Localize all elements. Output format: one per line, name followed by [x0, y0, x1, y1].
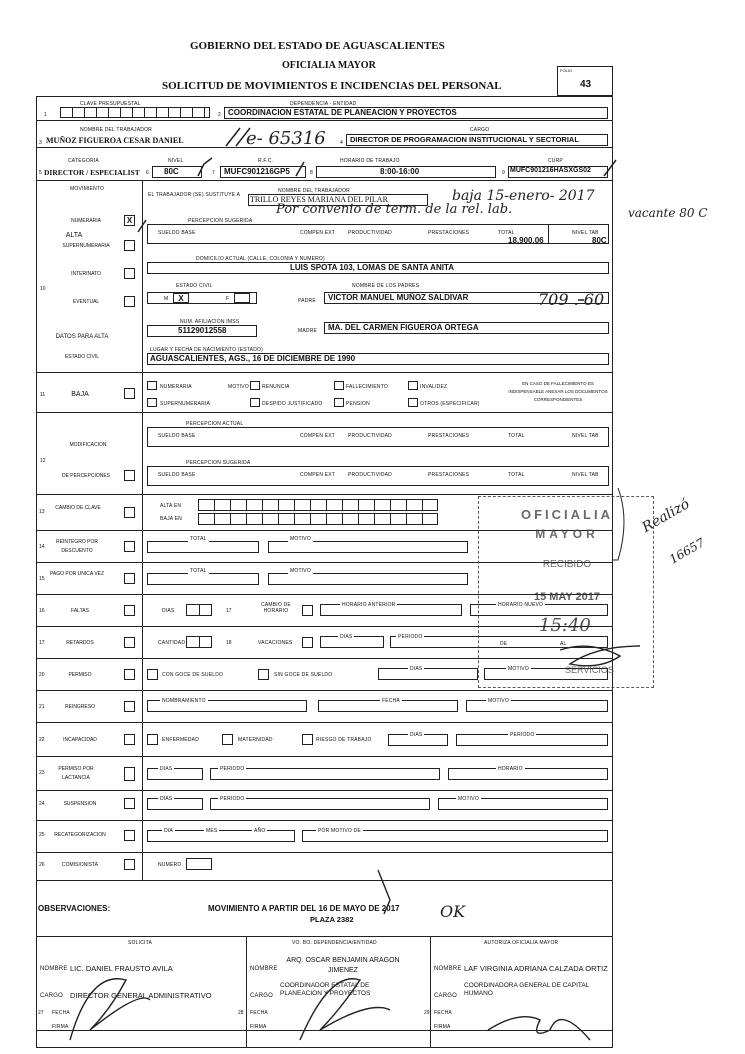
- stamp-line1: OFICIALIA: [521, 507, 613, 522]
- s1-fecha-label: FECHA: [52, 1010, 70, 1016]
- faltas-dias-label: DIAS: [162, 608, 175, 614]
- alta-en-label: ALTA EN: [160, 503, 182, 509]
- pa-prod-label: PRODUCTIVIDAD: [348, 433, 392, 439]
- dep-value: COORDINACION ESTATAL DE PLANEACION Y PROYECTOS: [228, 108, 457, 117]
- riesgo-label: RIESGO DE TRABAJO: [316, 737, 372, 743]
- row-number: 13: [39, 509, 45, 515]
- cargo-value: DIRECTOR DE PROGRAMACION INSTITUCIONAL Y SECTORIAL: [350, 135, 579, 144]
- baja-motivo-label: MOTIVO: [228, 384, 249, 390]
- estado-civil-left-label: ESTADO CIVIL: [64, 354, 100, 360]
- trab-sust-label: EL TRABAJADOR (SE) SUSTITUYE A: [148, 192, 241, 198]
- baja-opt3-label: FALLECIMIENTO: [346, 384, 388, 390]
- retardos-cantidad-label: CANTIDAD: [158, 640, 186, 646]
- s2-fecha-label: FECHA: [250, 1010, 268, 1016]
- row-number: 29: [424, 1010, 430, 1016]
- sustituye-name: TRILLO REYES MARIANA DEL PILAR: [250, 195, 388, 204]
- row-number: 25: [39, 832, 45, 838]
- row-number: 17: [226, 608, 232, 614]
- sueldo-base-label: SUELDO BASE: [158, 230, 196, 236]
- rfc-label: R.F.C.: [258, 158, 274, 164]
- s2-name: ARQ. OSCAR BENJAMIN ARAGON JIMENEZ: [286, 957, 400, 974]
- handwritten-amount: 709 . 60: [538, 290, 605, 309]
- s3-name: LAF VIRGINIA ADRIANA CALZADA ORTIZ: [464, 964, 608, 973]
- imss-value: 51129012558: [178, 326, 227, 335]
- pa-label: PERCEPCION ACTUAL: [186, 421, 244, 427]
- productividad-label: PRODUCTIVIDAD: [348, 230, 392, 236]
- horario-nuevo-label: HORARIO NUEVO: [498, 602, 544, 608]
- comisionista-label: COMISIONISTA: [61, 862, 99, 868]
- sin-goce-label: SIN GOCE DE SUELDO: [274, 672, 333, 678]
- row-number: 4: [340, 140, 343, 146]
- pago-unica-label: PAGO POR UNICA VEZ: [49, 571, 105, 577]
- handwritten-convenio: Por convenio de term. de la rel. lab.: [276, 202, 513, 217]
- pa-compen-label: COMPEN EXT: [300, 433, 336, 439]
- incap-periodo-label: PERIODO: [510, 732, 535, 738]
- s1-cargo: DIRECTOR GENERAL ADMINISTRATIVO: [70, 991, 212, 1000]
- solicita-label: SOLICITA: [128, 940, 153, 946]
- estado-civil-label: ESTADO CIVIL: [176, 283, 213, 289]
- cat-value: DIRECTOR / ESPECIALIST: [44, 168, 140, 177]
- vacaciones-label: VACACIONES: [258, 640, 293, 646]
- s1-name: LIC. DANIEL FRAUSTO AVILA: [70, 964, 173, 973]
- row-number: 24: [39, 801, 45, 807]
- pago-total-label: TOTAL: [190, 568, 207, 574]
- mov-label: MOVIMIENTO: [70, 186, 105, 192]
- stamp-date: 15 MAY 2017: [533, 591, 601, 603]
- padres-label: NOMBRE DE LOS PADRES: [352, 283, 420, 289]
- curp-label: CURP: [548, 158, 563, 164]
- s3-nombre-label: NOMBRE: [434, 966, 462, 972]
- enfermedad-label: ENFERMEDAD: [162, 737, 200, 743]
- row-number: 16: [39, 608, 45, 614]
- s3-fecha-label: FECHA: [434, 1010, 452, 1016]
- s2-firma-label: FIRMA: [250, 1024, 267, 1030]
- ps-label: PERCEPCION SUGERIDA: [188, 218, 253, 224]
- rfc-value: MUFC901216GP5: [224, 167, 290, 176]
- folio-label: FOLIO: [560, 68, 573, 73]
- handwritten-e-number: e- 65316: [246, 128, 326, 149]
- numeraria-label: NUMERARIA: [70, 218, 101, 224]
- total-label: TOTAL: [498, 230, 515, 236]
- s1-nombre-label: NOMBRE: [40, 966, 68, 972]
- ps2-prest-label: PRESTACIONES: [428, 472, 470, 478]
- compen-ext-label: COMPEN EXT: [300, 230, 336, 236]
- baja-opt5-label: SUPERNUMERARIA: [160, 401, 211, 407]
- header-office: OFICIALIA MAYOR: [282, 60, 376, 71]
- reintegro-total-label: TOTAL: [190, 536, 207, 542]
- sexo-m-checkbox[interactable]: X: [173, 293, 189, 303]
- s3-cargo-label: CARGO: [434, 993, 458, 999]
- s2-cargo: COORDINADOR ESTATAL DE PLANEACION Y PROYECTOS: [280, 982, 371, 997]
- horario-anterior-label: HORARIO ANTERIOR: [342, 602, 396, 608]
- stamp-line5: SERVICIOS: [565, 665, 614, 675]
- s2-nombre-label: NOMBRE: [250, 966, 278, 972]
- row-number: 10: [40, 286, 46, 292]
- suspension-label: SUSPENSION: [63, 801, 97, 807]
- maternidad-label: MATERNIDAD: [238, 737, 273, 743]
- reingreso-label: REINGRESO: [64, 704, 95, 710]
- ps2-compen-label: COMPEN EXT: [300, 472, 336, 478]
- horario-label: HORARIO DE TRABAJO: [340, 158, 400, 164]
- folio-value: 43: [580, 79, 592, 90]
- row-number: 26: [39, 862, 45, 868]
- comisionista-numero-label: NUMERO: [158, 862, 182, 868]
- reingreso-fecha-label: FECHA: [382, 698, 400, 704]
- row-number: 7: [212, 170, 215, 176]
- nombramiento-label: NOMBRAMIENTO: [162, 698, 206, 704]
- cat-label: CATEGORIA: [68, 158, 99, 164]
- pago-motivo-label: MOTIVO: [290, 568, 311, 574]
- vacaciones-de-label: DE: [500, 641, 508, 647]
- padre-label: PADRE: [298, 298, 316, 304]
- lactancia-horario-label: HORARIO: [498, 766, 523, 772]
- con-goce-label: CON GOCE DE SUELDO: [162, 672, 224, 678]
- pa-sueldo-label: SUELDO BASE: [158, 433, 196, 439]
- s2-cargo-label: CARGO: [250, 993, 274, 999]
- row-number: 18: [226, 640, 232, 646]
- baja-note: EN CASO DE FALLECIMIENTO ES INDISPENSABLE ANEXAR LOS DOCUMENTOS CORRESPONDIENTES: [508, 381, 608, 402]
- domicilio-label: DOMICILIO ACTUAL (CALLE, COLONIA Y NUMERO): [196, 256, 325, 262]
- modif-label: MODIFICACION: [69, 442, 107, 448]
- sexo-f-label: F: [226, 296, 230, 302]
- recat-ano-label: AÑO: [254, 828, 266, 834]
- retardos-label: RETARDOS: [66, 640, 94, 646]
- nivel-value: 80C: [164, 167, 179, 176]
- horario-value: 8:00-16:00: [380, 167, 420, 176]
- ps2-total-label: TOTAL: [508, 472, 525, 478]
- worker-name: MUÑOZ FIGUEROA CESAR DANIEL: [46, 136, 184, 145]
- curp-value: MUFC901216HASXGS02: [510, 167, 591, 174]
- row-number: 22: [39, 737, 45, 743]
- row-number: 12: [40, 458, 46, 464]
- obs-text: MOVIMIENTO A PARTIR DEL 16 DE MAYO DE 2017: [208, 904, 400, 913]
- nivel-label: NIVEL: [168, 158, 184, 164]
- row-number: 14: [39, 544, 45, 550]
- ps2-label: PERCEPCION SUGERIDA: [186, 460, 251, 466]
- stamp-line3: RECIBIDO: [542, 559, 592, 570]
- incapacidad-label: INCAPACIDAD: [63, 737, 97, 743]
- vacaciones-periodo-label: PERIODO: [398, 634, 423, 640]
- madre-value: MA. DEL CARMEN FIGUEROA ORTEGA: [328, 323, 479, 332]
- s1-cargo-label: CARGO: [40, 993, 64, 999]
- baja-en-label: BAJA EN: [160, 516, 182, 522]
- handwritten-realizo: Realizó: [639, 496, 693, 536]
- ps2-sueldo-label: SUELDO BASE: [158, 472, 196, 478]
- baja-opt4-label: INVALIDEZ: [420, 384, 448, 390]
- obs-plaza: PLAZA 2382: [310, 915, 354, 924]
- handwritten-vacante: vacante 80 C: [628, 206, 708, 220]
- row-number: 6: [146, 170, 149, 176]
- row-number: 21: [39, 704, 45, 710]
- header-gov: GOBIERNO DEL ESTADO DE AGUASCALIENTES: [190, 40, 445, 52]
- nivel-tab-label: NIVEL TAB: [572, 230, 599, 236]
- incap-dias-label: DIAS: [410, 732, 423, 738]
- ps2-nivel-label: NIVEL TAB: [572, 472, 599, 478]
- received-stamp: [478, 496, 654, 688]
- s3-firma-label: FIRMA: [434, 1024, 451, 1030]
- dep-label: DEPENDENCIA - ENTIDAD: [290, 101, 357, 107]
- handwritten-realizo-number: 16657: [667, 535, 708, 567]
- lugar-value: AGUASCALIENTES, AGS., 16 DE DICIEMBRE DE 1990: [150, 354, 356, 363]
- lugar-label: LUGAR Y FECHA DE NACIMIENTO (ESTADO): [150, 347, 263, 353]
- permiso-label: PERMISO: [68, 672, 92, 678]
- interinato-label: INTERINATO: [71, 271, 101, 277]
- baja-opt2-label: RENUNCIA: [262, 384, 290, 390]
- madre-label: MADRE: [298, 328, 318, 334]
- row-number: 27: [38, 1010, 44, 1016]
- cambio-clave-label: CAMBIO DE CLAVE: [55, 505, 101, 511]
- row-number: 11: [40, 392, 46, 398]
- sexo-m-label: M: [164, 296, 169, 302]
- name-label: NOMBRE DEL TRABAJADOR: [80, 127, 152, 133]
- row-number: 28: [238, 1010, 244, 1016]
- reintegro-label: REINTEGRO POR DESCUENTO: [56, 539, 98, 554]
- row-number: 15: [39, 576, 45, 582]
- lactancia-label: PERMISO POR LACTANCIA: [58, 766, 94, 781]
- handwritten-baja: baja 15-enero- 2017: [452, 188, 595, 204]
- recat-mes-label: MES: [206, 828, 218, 834]
- pa-nivel-label: NIVEL TAB: [572, 433, 599, 439]
- lactancia-periodo-label: PERIODO: [220, 766, 245, 772]
- row-number: 1: [44, 112, 47, 118]
- baja-label: BAJA: [71, 391, 89, 398]
- form-title: SOLICITUD DE MOVIMIENTOS E INCIDENCIAS DEL PERSONAL: [162, 80, 502, 92]
- baja-opt6-label: DESPIDO JUSTIFICADO: [262, 401, 323, 407]
- datos-alta-label: DATOS PARA ALTA: [55, 334, 109, 340]
- reintegro-motivo-label: MOTIVO: [290, 536, 311, 542]
- cambio-horario-label: CAMBIO DE HORARIO: [261, 602, 291, 614]
- suspension-periodo-label: PERIODO: [220, 796, 245, 802]
- row-number: 5: [39, 170, 42, 176]
- permiso-dias-label: DIAS: [410, 666, 423, 672]
- baja-opt7-label: PENSION: [346, 401, 370, 407]
- padre-value: VICTOR MANUEL MUÑOZ SALDIVAR: [328, 293, 469, 302]
- suspension-motivo-label: MOTIVO: [458, 796, 479, 802]
- autoriza-label: AUTORIZA OFICIALIA MAYOR: [484, 940, 559, 946]
- alta-label: ALTA: [65, 232, 83, 239]
- stamp-line2: MAYOR: [535, 527, 599, 541]
- recategorizacion-label: RECATEGORIZACION: [54, 832, 106, 838]
- recat-motivo-label: POR MOTIVO DE: [318, 828, 361, 834]
- row-number: 20: [39, 672, 45, 678]
- suspension-dias-label: DIAS: [160, 796, 173, 802]
- stamp-time: 15:40: [539, 615, 591, 636]
- lactancia-dias-label: DIAS: [160, 766, 173, 772]
- baja-opt1-label: NUMERARIA: [160, 384, 192, 390]
- row-number: 8: [310, 170, 313, 176]
- permiso-motivo-label: MOTIVO: [508, 666, 529, 672]
- pa-total-label: TOTAL: [508, 433, 525, 439]
- obs-label: OBSERVACIONES:: [38, 904, 111, 913]
- row-number: 2: [218, 112, 221, 118]
- ps2-prod-label: PRODUCTIVIDAD: [348, 472, 392, 478]
- total-value: 18,900.06: [508, 236, 544, 245]
- imss-label: NUM. AFILIACION IMSS: [180, 319, 240, 325]
- numeraria-checkbox[interactable]: X: [124, 215, 135, 226]
- vacaciones-dias-label: DIAS: [340, 634, 353, 640]
- s1-firma-label: FIRMA: [52, 1024, 69, 1030]
- modif-sub-label: DE PERCEPCIONES: [61, 473, 111, 479]
- eventual-label: EVENTUAL: [72, 299, 100, 305]
- clave-label: CLAVE PRESUPUESTAL: [80, 101, 141, 107]
- pa-prest-label: PRESTACIONES: [428, 433, 470, 439]
- recat-dia-label: DIA: [164, 828, 173, 834]
- baja-opt8-label: OTROS (ESPECIFICAR): [420, 401, 480, 407]
- vobo-label: VO. BO. DEPENDENCIA/ENTIDAD: [292, 940, 377, 946]
- row-number: 3: [39, 140, 42, 146]
- row-number: 23: [39, 770, 45, 776]
- nivel-tab-value: 80C: [592, 236, 607, 245]
- domicilio-value: LUIS SPOTA 103, LOMAS DE SANTA ANITA: [290, 263, 455, 272]
- reingreso-motivo-label: MOTIVO: [488, 698, 509, 704]
- prestaciones-label: PRESTACIONES: [428, 230, 470, 236]
- row-number: 9: [502, 170, 505, 176]
- cargo-label: CARGO: [470, 127, 490, 133]
- faltas-label: FALTAS: [71, 608, 89, 614]
- handwritten-ok: OK: [440, 902, 466, 921]
- s3-cargo: COORDINADORA GENERAL DE CAPITAL HUMANO: [464, 982, 590, 997]
- nombre-trab-label: NOMBRE DEL TRABAJADOR: [278, 188, 350, 194]
- supernumeraria-label: SUPERNUMERARIA: [62, 243, 110, 249]
- row-number: 17: [39, 640, 45, 646]
- vacaciones-al-label: AL: [560, 641, 567, 647]
